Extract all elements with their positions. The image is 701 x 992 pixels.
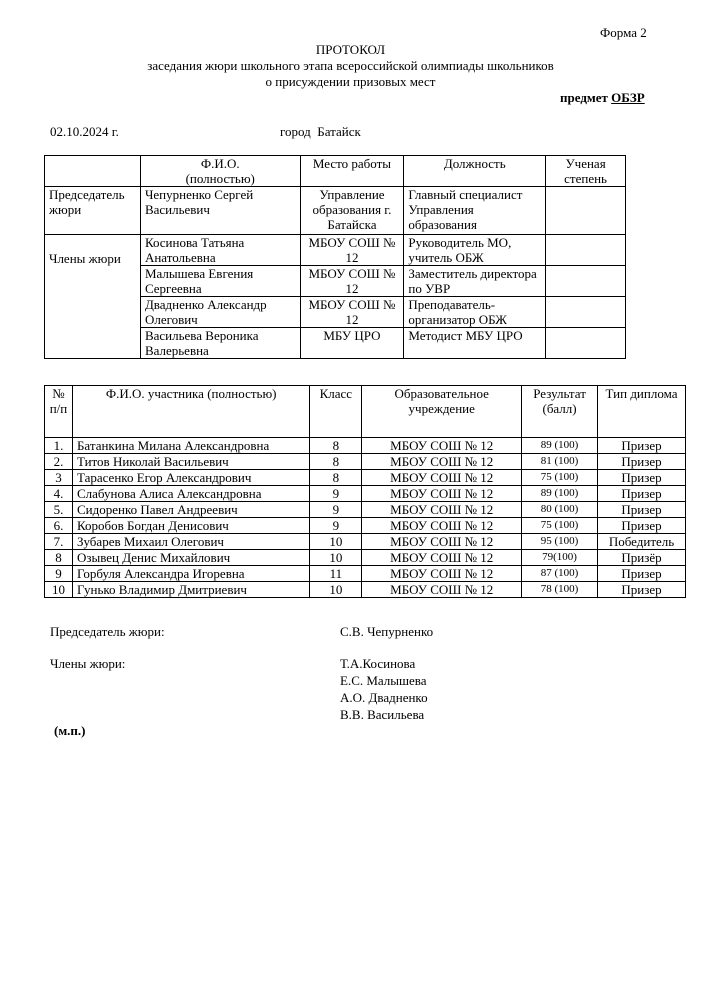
row-class: 8 — [310, 470, 362, 486]
row-school: МБОУ СОШ № 12 — [362, 534, 522, 550]
header-class: Класс — [310, 386, 362, 438]
row-diploma: Призер — [598, 518, 686, 534]
row-fio: Тарасенко Егор Александрович — [72, 470, 309, 486]
table-row — [45, 550, 686, 566]
jury-work: МБОУ СОШ № 12 — [300, 297, 404, 328]
jury-post: Преподаватель-организатор ОБЖ — [404, 297, 546, 328]
jury-post: Заместитель директора по УВР — [404, 266, 546, 297]
stamp-place: (м.п.) — [54, 723, 86, 738]
row-diploma: Призёр — [598, 550, 686, 566]
table-row — [45, 582, 686, 598]
row-score: 75 (100) — [522, 518, 598, 534]
row-score: 95 (100) — [522, 534, 598, 550]
jury-fio: Чепурненко Сергей Васильевич — [140, 187, 300, 235]
table-row — [45, 470, 686, 486]
row-school: МБОУ СОШ № 12 — [362, 582, 522, 598]
row-number: 8 — [45, 550, 73, 566]
document-date: 02.10.2024 г. — [50, 124, 119, 139]
jury-header-fio: Ф.И.О. (полностью) — [140, 156, 300, 187]
row-score: 78 (100) — [522, 582, 598, 598]
jury-degree — [546, 266, 626, 297]
row-diploma: Победитель — [598, 534, 686, 550]
row-class: 9 — [310, 518, 362, 534]
jury-degree — [546, 328, 626, 359]
row-number: 5. — [45, 502, 73, 518]
row-school: МБОУ СОШ № 12 — [362, 470, 522, 486]
participants-table — [44, 385, 686, 598]
row-school: МБОУ СОШ № 12 — [362, 550, 522, 566]
row-diploma: Призер — [598, 470, 686, 486]
row-diploma: Призер — [598, 566, 686, 582]
jury-role: Председатель жюри — [45, 187, 141, 235]
document-subtitle-1: заседания жюри школьного этапа всероссийской олимпиады школьников — [147, 58, 554, 73]
jury-post: Главный специалист Управления образования — [404, 187, 546, 235]
jury-work: Управление образования г. Батайска — [300, 187, 404, 235]
row-class: 10 — [310, 550, 362, 566]
signature-chair-name: С.В. Чепурненко — [340, 624, 434, 639]
jury-degree — [546, 187, 626, 235]
jury-fio: Двадненко Александр Олегович — [140, 297, 300, 328]
row-score: 89 (100) — [522, 486, 598, 502]
row-school: МБОУ СОШ № 12 — [362, 486, 522, 502]
jury-degree — [546, 235, 626, 266]
row-fio: Слабунова Алиса Александровна — [72, 486, 309, 502]
row-number: 1. — [45, 438, 73, 454]
header-score: Результат (балл) — [522, 386, 598, 438]
row-fio: Гунько Владимир Дмитриевич — [72, 582, 309, 598]
row-score: 89 (100) — [522, 438, 598, 454]
row-score: 80 (100) — [522, 502, 598, 518]
jury-header-work: Место работы — [300, 156, 404, 187]
row-number: 2. — [45, 454, 73, 470]
document-subtitle-2: о присуждении призовых мест — [265, 74, 436, 89]
document-title: ПРОТОКОЛ — [315, 42, 386, 57]
jury-table — [44, 155, 626, 359]
row-school: МБОУ СОШ № 12 — [362, 502, 522, 518]
header-diploma: Тип диплома — [598, 386, 686, 438]
row-fio: Зубарев Михаил Олегович — [72, 534, 309, 550]
table-row — [45, 438, 686, 454]
signature-members-label: Члены жюри: — [50, 656, 126, 671]
subject-value: ОБЗР — [611, 90, 645, 105]
jury-work: МБОУ СОШ № 12 — [300, 266, 404, 297]
jury-role: Члены жюри — [45, 235, 141, 359]
row-diploma: Призер — [598, 502, 686, 518]
row-number: 6. — [45, 518, 73, 534]
row-fio: Озывец Денис Михайлович — [72, 550, 309, 566]
signature-member-name: Е.С. Малышева — [340, 673, 427, 688]
subject-line — [560, 90, 645, 106]
subject-label: предмет — [560, 90, 608, 105]
participants-header-row — [45, 386, 686, 438]
jury-header-post: Должность — [404, 156, 546, 187]
signature-member-name: А.О. Двадненко — [340, 690, 428, 705]
row-number: 7. — [45, 534, 73, 550]
jury-fio: Малышева Евгения Сергеевна — [140, 266, 300, 297]
header-number: № п/п — [45, 386, 73, 438]
jury-row — [45, 187, 626, 235]
row-class: 11 — [310, 566, 362, 582]
row-fio: Коробов Богдан Денисович — [72, 518, 309, 534]
jury-degree — [546, 297, 626, 328]
table-row — [45, 454, 686, 470]
jury-row — [45, 235, 626, 266]
signature-member-name: Т.А.Косинова — [340, 656, 416, 671]
row-class: 9 — [310, 502, 362, 518]
jury-header-role — [45, 156, 141, 187]
row-number: 9 — [45, 566, 73, 582]
document-city: город Батайск — [280, 124, 361, 139]
table-row — [45, 502, 686, 518]
row-number: 3 — [45, 470, 73, 486]
row-diploma: Призер — [598, 454, 686, 470]
table-row — [45, 518, 686, 534]
header-school: Образовательное учреждение — [362, 386, 522, 438]
jury-header-row — [45, 156, 626, 187]
row-score: 75 (100) — [522, 470, 598, 486]
table-row — [45, 566, 686, 582]
signature-chair-label: Председатель жюри: — [50, 624, 165, 639]
row-diploma: Призер — [598, 486, 686, 502]
row-fio: Титов Николай Васильевич — [72, 454, 309, 470]
jury-post: Руководитель МО, учитель ОБЖ — [404, 235, 546, 266]
jury-post: Методист МБУ ЦРО — [404, 328, 546, 359]
row-diploma: Призер — [598, 438, 686, 454]
row-school: МБОУ СОШ № 12 — [362, 454, 522, 470]
row-class: 9 — [310, 486, 362, 502]
row-school: МБОУ СОШ № 12 — [362, 566, 522, 582]
row-score: 79(100) — [522, 550, 598, 566]
signature-member-name: В.В. Васильева — [340, 707, 425, 722]
row-diploma: Призер — [598, 582, 686, 598]
row-fio: Батанкина Милана Александровна — [72, 438, 309, 454]
row-school: МБОУ СОШ № 12 — [362, 438, 522, 454]
row-fio: Сидоренко Павел Андреевич — [72, 502, 309, 518]
table-row — [45, 534, 686, 550]
form-number: Форма 2 — [600, 25, 647, 40]
jury-fio: Васильева Вероника Валерьевна — [140, 328, 300, 359]
jury-fio: Косинова Татьяна Анатольевна — [140, 235, 300, 266]
row-score: 81 (100) — [522, 454, 598, 470]
jury-header-degree: Ученая степень — [546, 156, 626, 187]
row-class: 10 — [310, 534, 362, 550]
row-score: 87 (100) — [522, 566, 598, 582]
jury-work: МБУ ЦРО — [300, 328, 404, 359]
header-fio: Ф.И.О. участника (полностью) — [72, 386, 309, 438]
row-school: МБОУ СОШ № 12 — [362, 518, 522, 534]
row-fio: Горбуля Александра Игоревна — [72, 566, 309, 582]
row-class: 8 — [310, 454, 362, 470]
row-class: 10 — [310, 582, 362, 598]
row-class: 8 — [310, 438, 362, 454]
table-row — [45, 486, 686, 502]
row-number: 4. — [45, 486, 73, 502]
row-number: 10 — [45, 582, 73, 598]
jury-work: МБОУ СОШ № 12 — [300, 235, 404, 266]
